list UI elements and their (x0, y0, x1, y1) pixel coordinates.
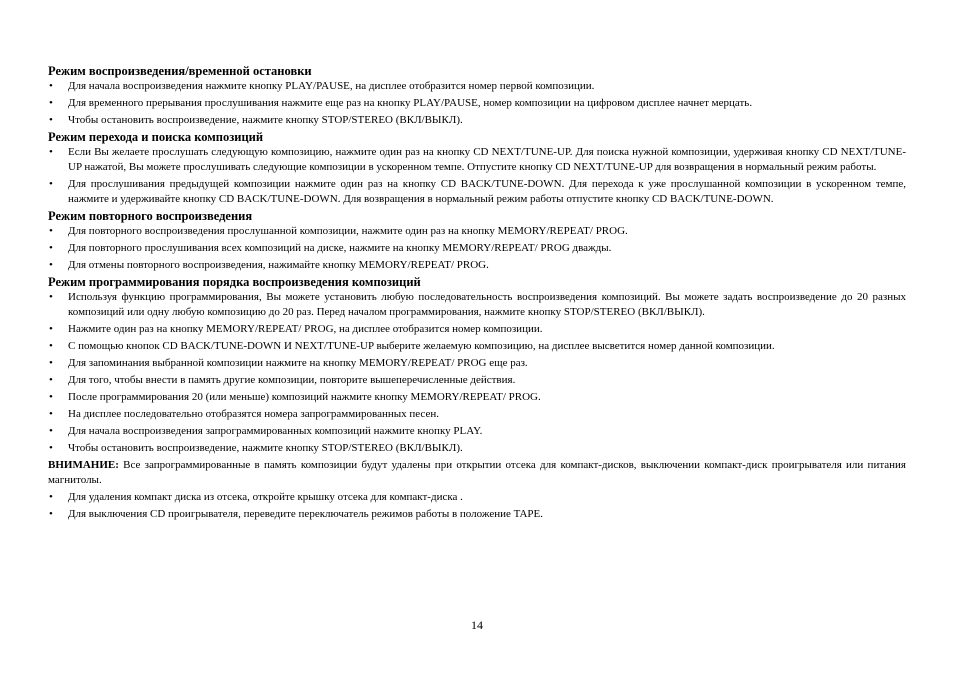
list-programming (48, 290, 906, 456)
list-item: • Для прослушивания предыдущей композиции нажмите один раз на кнопку CD BACK/TUNE-DOWN. Для перехода к уже прослушанной композиции в ускоренном темпе, нажмите и удерживайте кнопку CD BACK/TUNE-DOWN. Для возвращения в нормальный режим работы отпустите кнопку CD BACK/TUNE-DOWN. (48, 177, 906, 207)
list-playback (48, 79, 906, 128)
warning-note (48, 458, 906, 488)
list-item: • Чтобы остановить воспроизведение, нажмите кнопку STOP/STEREO (ВКЛ/ВЫКЛ). (48, 113, 906, 128)
list-item: • Чтобы остановить воспроизведение, нажмите кнопку STOP/STEREO (ВКЛ/ВЫКЛ). (48, 441, 906, 456)
list-item: • Используя функцию программирования, Вы можете установить любую последовательность воспроизведения композиций. Вы можете задать воспроизведение до 20 разных композиций или одну любую композицию до 20 раз. Перед началом программирования, нажмите кнопку STOP/STEREO (ВКЛ/ВЫКЛ). (48, 290, 906, 320)
list-item: • Для отмены повторного воспроизведения, нажимайте кнопку MEMORY/REPEAT/ PROG. (48, 258, 906, 273)
list-item: • После программирования 20 (или меньше) композиций нажмите кнопку MEMORY/REPEAT/ PROG. (48, 390, 906, 405)
list-item: • Для начала воспроизведения нажмите кнопку PLAY/PAUSE, на дисплее отобразится номер первой композиции. (48, 79, 906, 94)
list-item: • Для повторного прослушивания всех композиций на диске, нажмите на кнопку MEMORY/REPEAT/ PROG дважды. (48, 241, 906, 256)
list-item: • Для повторного воспроизведения прослушанной композиции, нажмите один раз на кнопку MEMORY/REPEAT/ PROG. (48, 224, 906, 239)
list-item: • Для запоминания выбранной композиции нажмите на кнопку MEMORY/REPEAT/ PROG еще раз. (48, 356, 906, 371)
page-number: 14 (471, 618, 483, 632)
warning-label: ВНИМАНИЕ: (48, 459, 119, 471)
list-item: • С помощью кнопок CD BACK/TUNE-DOWN И NEXT/TUNE-UP выберите желаемую композицию, на дисплее высветится номер данной композиции. (48, 339, 906, 354)
list-item: • Если Вы желаете прослушать следующую композицию, нажмите один раз на кнопку CD NEXT/TUNE-UP. Для поиска нужной композиции, удерживая кнопку CD NEXT/TUNE-UP нажатой, Вы можете прослушивать следующие композиции в ускоренном темпе. Отпустите кнопку CD NEXT/TUNE-UP для возвращения в нормальный режим работы. (48, 145, 906, 175)
list-item: • Для того, чтобы внести в память другие композиции, повторите вышеперечисленные действия. (48, 373, 906, 388)
warning-text: Все запрограммированные в память композиции будут удалены при открытии отсека для компакт-дисков, выключении компакт-диск проигрывателя или питания магнитолы. (48, 459, 906, 486)
list-repeat (48, 224, 906, 273)
list-item: • Для начала воспроизведения запрограммированных композиций нажмите кнопку PLAY. (48, 424, 906, 439)
list-item: • Для временного прерывания прослушивания нажмите еще раз на кнопку PLAY/PAUSE, номер композиции на цифровом дисплее начнет мерцать. (48, 96, 906, 111)
list-item: • Для удаления компакт диска из отсека, откройте крышку отсека для компакт-диска . (48, 490, 906, 505)
section-title-programming: Режим программирования порядка воспроизведения композиций (48, 275, 421, 289)
manual-page (48, 64, 906, 524)
section-title-search: Режим перехода и поиска композиций (48, 130, 264, 144)
list-item: • На дисплее последовательно отобразятся номера запрограммированных песен. (48, 407, 906, 422)
list-warning (48, 490, 906, 522)
list-item: • Для выключения CD проигрывателя, переведите переключатель режимов работы в положение TAPE. (48, 507, 906, 522)
section-title-repeat: Режим повторного воспроизведения (48, 209, 253, 223)
list-item: • Нажмите один раз на кнопку MEMORY/REPEAT/ PROG, на дисплее отобразится номер композиции. (48, 322, 906, 337)
list-search (48, 145, 906, 207)
section-title-playback: Режим воспроизведения/временной остановки (48, 64, 312, 78)
